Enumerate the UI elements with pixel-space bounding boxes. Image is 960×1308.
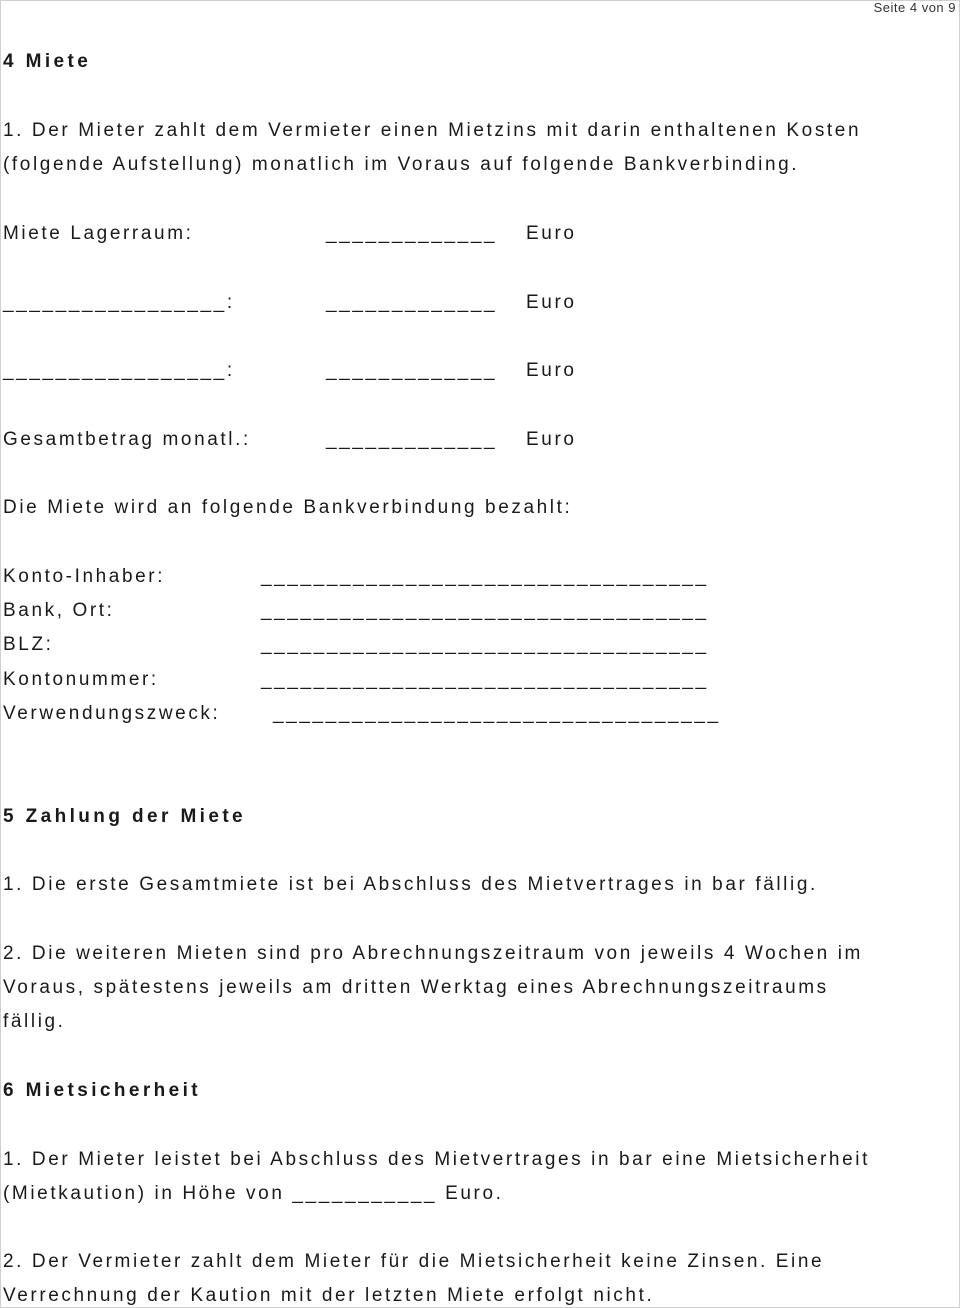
cost-unit: Euro (526, 429, 577, 450)
section-6-paragraph-1-line-2: (Mietkaution) in Höhe von ___________ Euro. (3, 1183, 504, 1204)
cost-amount-blank: _____________ (326, 360, 498, 381)
bank-intro: Die Miete wird an folgende Bankverbindung bezahlt: (3, 497, 573, 518)
bank-field-label: Konto-Inhaber: (3, 566, 166, 587)
bank-field-blank: __________________________________ (261, 566, 709, 587)
section-5-paragraph-1: 1. Die erste Gesamtmiete ist bei Abschluss des Mietvertrages in bar fällig. (3, 874, 818, 895)
section-5-paragraph-2-line-3: fällig. (3, 1011, 66, 1032)
bank-field-blank: __________________________________ (261, 669, 709, 690)
bank-field-label: BLZ: (3, 634, 54, 655)
cost-amount-blank: _____________ (326, 429, 498, 450)
bank-field-label: Bank, Ort: (3, 600, 115, 621)
section-6-paragraph-2-line-2: Verrechnung der Kaution mit der letzten Miete erfolgt nicht. (3, 1285, 655, 1306)
section-4-heading: 4 Miete (3, 51, 92, 72)
bank-field-account-number (3, 669, 709, 691)
section-5-heading: 5 Zahlung der Miete (3, 806, 247, 827)
cost-row-blank-1 (3, 292, 577, 314)
bank-field-label: Kontonummer: (3, 669, 159, 690)
section-6-paragraph-2-line-1: 2. Der Vermieter zahlt dem Mieter für die Mietsicherheit keine Zinsen. Eine (3, 1251, 825, 1272)
bank-field-blank: __________________________________ (261, 634, 709, 655)
section-5-paragraph-2-line-2: Voraus, spätestens jeweils am dritten Werktag eines Abrechnungszeitraums (3, 977, 829, 998)
cost-row-total (3, 429, 577, 451)
bank-field-label: Verwendungszweck: (3, 703, 221, 724)
page-number: Seite 4 von 9 (873, 0, 956, 15)
bank-field-account-holder (3, 566, 709, 588)
cost-label: _________________: (3, 292, 235, 313)
bank-field-bank-city (3, 600, 709, 622)
section-6-heading: 6 Mietsicherheit (3, 1080, 202, 1101)
cost-amount-blank: _____________ (326, 292, 498, 313)
cost-unit: Euro (526, 292, 577, 313)
section-4-paragraph-1-line-2: (folgende Aufstellung) monatlich im Voraus auf folgende Bankverbinding. (3, 154, 800, 175)
section-5-paragraph-2-line-1: 2. Die weiteren Mieten sind pro Abrechnungszeitraum von jeweils 4 Wochen im (3, 943, 863, 964)
cost-label: Gesamtbetrag monatl.: (3, 429, 251, 450)
cost-label: Miete Lagerraum: (3, 223, 194, 244)
bank-field-purpose (3, 703, 721, 725)
cost-amount-blank: _____________ (326, 223, 498, 244)
cost-unit: Euro (526, 223, 577, 244)
cost-label: _________________: (3, 360, 235, 381)
cost-row-blank-2 (3, 360, 577, 382)
section-6-paragraph-1-line-1: 1. Der Mieter leistet bei Abschluss des Mietvertrages in bar eine Mietsicherheit (3, 1149, 870, 1170)
bank-field-blank: __________________________________ (273, 703, 721, 724)
section-4-paragraph-1-line-1: 1. Der Mieter zahlt dem Vermieter einen Mietzins mit darin enthaltenen Kosten (3, 120, 862, 141)
bank-field-blz (3, 634, 709, 656)
cost-unit: Euro (526, 360, 577, 381)
bank-field-blank: __________________________________ (261, 600, 709, 621)
cost-row-rent (3, 223, 577, 245)
